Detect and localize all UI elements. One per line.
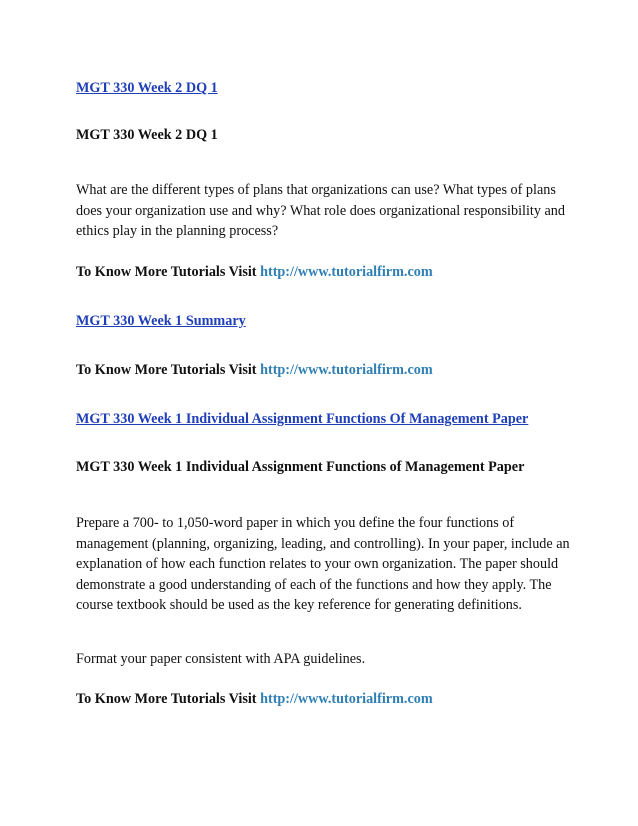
cta-label: To Know More Tutorials Visit <box>76 691 261 707</box>
heading-functions-of-management-paper: MGT 330 Week 1 Individual Assignment Functions of Management Paper <box>76 459 525 475</box>
tutorialfirm-link[interactable]: http://www.tutorialfirm.com <box>260 264 433 280</box>
question-text: What are the different types of plans that organizations can use? What types of plans does your organization use and why? What role does organizational responsibility and ethics play in the planning process? <box>76 182 565 240</box>
cta-label: To Know More Tutorials Visit <box>76 264 261 280</box>
link-mgt330-week2-dq1[interactable]: MGT 330 Week 2 DQ 1 <box>76 80 218 96</box>
cta-line-1 <box>76 262 433 282</box>
tutorialfirm-link[interactable]: http://www.tutorialfirm.com <box>260 691 433 707</box>
link-functions-of-management-paper[interactable]: MGT 330 Week 1 Individual Assignment Functions Of Management Paper <box>76 411 529 427</box>
assignment-instructions: Prepare a 700- to 1,050-word paper in which you define the four functions of management (planning, organizing, leading, and controlling). In your paper, include an explanation of how each function relates to your own organization. The paper should demonstrate a good understanding of each of the functions and how they apply. The course textbook should be used as the key reference for generating definitions. <box>76 515 570 614</box>
cta-line-2 <box>76 360 433 380</box>
cta-label: To Know More Tutorials Visit <box>76 362 261 378</box>
cta-line-3 <box>76 689 433 709</box>
tutorialfirm-link[interactable]: http://www.tutorialfirm.com <box>260 362 433 378</box>
link-mgt330-week1-summary[interactable]: MGT 330 Week 1 Summary <box>76 313 246 329</box>
heading-week2-dq1: MGT 330 Week 2 DQ 1 <box>76 127 218 143</box>
format-instructions: Format your paper consistent with APA guidelines. <box>76 651 366 667</box>
